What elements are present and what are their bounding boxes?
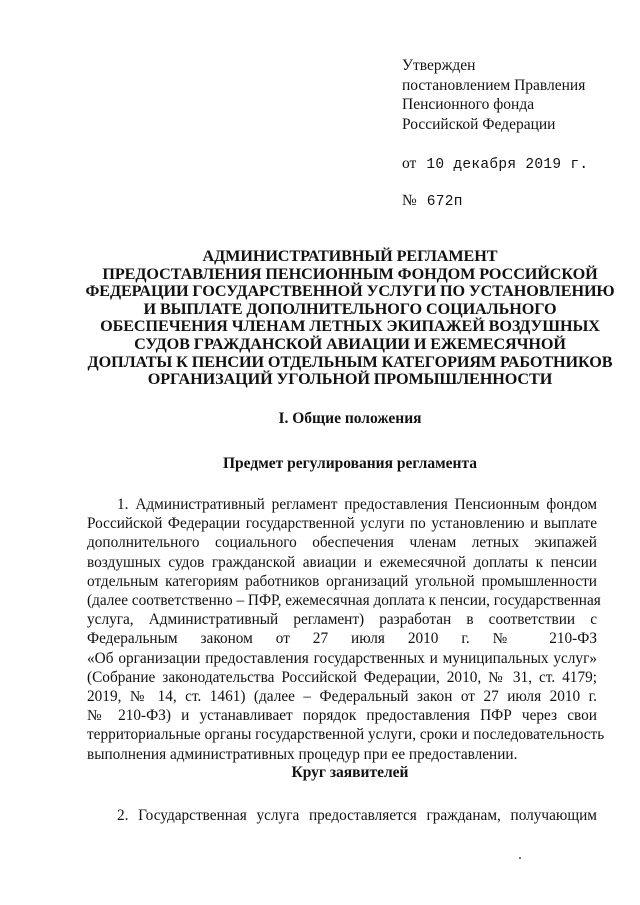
title-line: ОРГАНИЗАЦИЙ УГОЛЬНОЙ ПРОМЫШЛЕННОСТИ [147, 370, 553, 389]
paragraph-line: № 210-ФЗ) и устанавливает порядок предоставления ПФР через свои [87, 707, 597, 725]
paragraph-1 [87, 495, 605, 764]
paragraph-line: Российской Федерации государственной услуги по установлению и выплате [87, 515, 597, 533]
approval-line-resolution: постановлением Правления [402, 76, 586, 94]
title-line: ПРЕДОСТАВЛЕНИЯ ПЕНСИОННЫМ ФОНДОМ РОССИЙСКОЙ [102, 264, 598, 283]
paragraph-line: выполнения административных процедур при ее предоставлении. [87, 745, 518, 763]
paragraph-line: 1. Административный регламент предоставления Пенсионным фондом [117, 496, 597, 513]
section-heading-general: I. Общие положения [278, 410, 422, 427]
approval-number-row [402, 191, 588, 213]
approval-number-value: 672п [426, 193, 463, 210]
paragraph-line: (далее соответственно – ПФР, ежемесячная доплата к пенсии, государственная [87, 592, 601, 610]
approval-line-fund: Пенсионного фонда [402, 96, 535, 113]
subsection-heading-subject: Предмет регулирования регламента [223, 455, 477, 472]
approval-line-federation: Российской Федерации [402, 115, 556, 133]
paragraph-line: «Об организации предоставления государственных и муниципальных услуг» [87, 649, 597, 667]
paragraph-line: услуга, Административный регламент) разработан в соответствии с [87, 611, 597, 629]
approval-line-approved: Утвержден [402, 57, 476, 74]
paragraph-line: отдельным категориям работников организаций угольной промышленности [87, 572, 597, 590]
title-line: ФЕДЕРАЦИИ ГОСУДАРСТВЕННОЙ УСЛУГИ ПО УСТАНОВЛЕНИЮ [85, 282, 615, 301]
subsection-heading-applicants: Круг заявителей [291, 764, 409, 781]
approval-number-prefix: № [402, 191, 417, 209]
paragraph-line: 2019, № 14, ст. 1461) (далее – Федеральный закон от 27 июля 2010 г. [87, 688, 597, 706]
approval-date-value: 10 декабря 2019 г. [426, 157, 589, 173]
paragraph-line: территориальные органы государственной услуги, сроки и последовательность [87, 726, 605, 744]
title-line: И ВЫПЛАТЕ ДОПОЛНИТЕЛЬНОГО СОЦИАЛЬНОГО [143, 299, 557, 318]
title-line: СУДОВ ГРАЖДАНСКОЙ АВИАЦИИ И ЕЖЕМЕСЯЧНОЙ [134, 334, 566, 353]
approval-date-prefix: от [402, 155, 417, 172]
approval-date-row [402, 154, 588, 176]
paragraph-line: дополнительного социального обеспечения членам летных экипажей [87, 534, 597, 552]
paragraph-line: воздушных судов гражданской авиации и ежемесячной доплаты к пенсии [87, 553, 597, 571]
paragraph-line: Федеральным законом от 27 июля 2010 г. № 210-ФЗ [87, 630, 597, 648]
title-line: АДМИНИСТРАТИВНЫЙ РЕГЛАМЕНТ [202, 247, 498, 265]
document-title [60, 248, 640, 389]
scan-speck [519, 857, 521, 859]
title-line: ДОПЛАТЫ К ПЕНСИИ ОТДЕЛЬНЫМ КАТЕГОРИЯМ РАБОТНИКОВ [87, 352, 613, 371]
title-line: ОБЕСПЕЧЕНИЯ ЧЛЕНАМ ЛЕТНЫХ ЭКИПАЖЕЙ ВОЗДУШНЫХ [100, 317, 600, 336]
paragraph-line: (Собрание законодательства Российской Федерации, 2010, № 31, ст. 4179; [87, 668, 597, 686]
approval-block [402, 56, 588, 212]
paragraph-line: 2. Государственная услуга предоставляется гражданам, получающим [117, 807, 597, 824]
paragraph-2 [87, 806, 597, 825]
